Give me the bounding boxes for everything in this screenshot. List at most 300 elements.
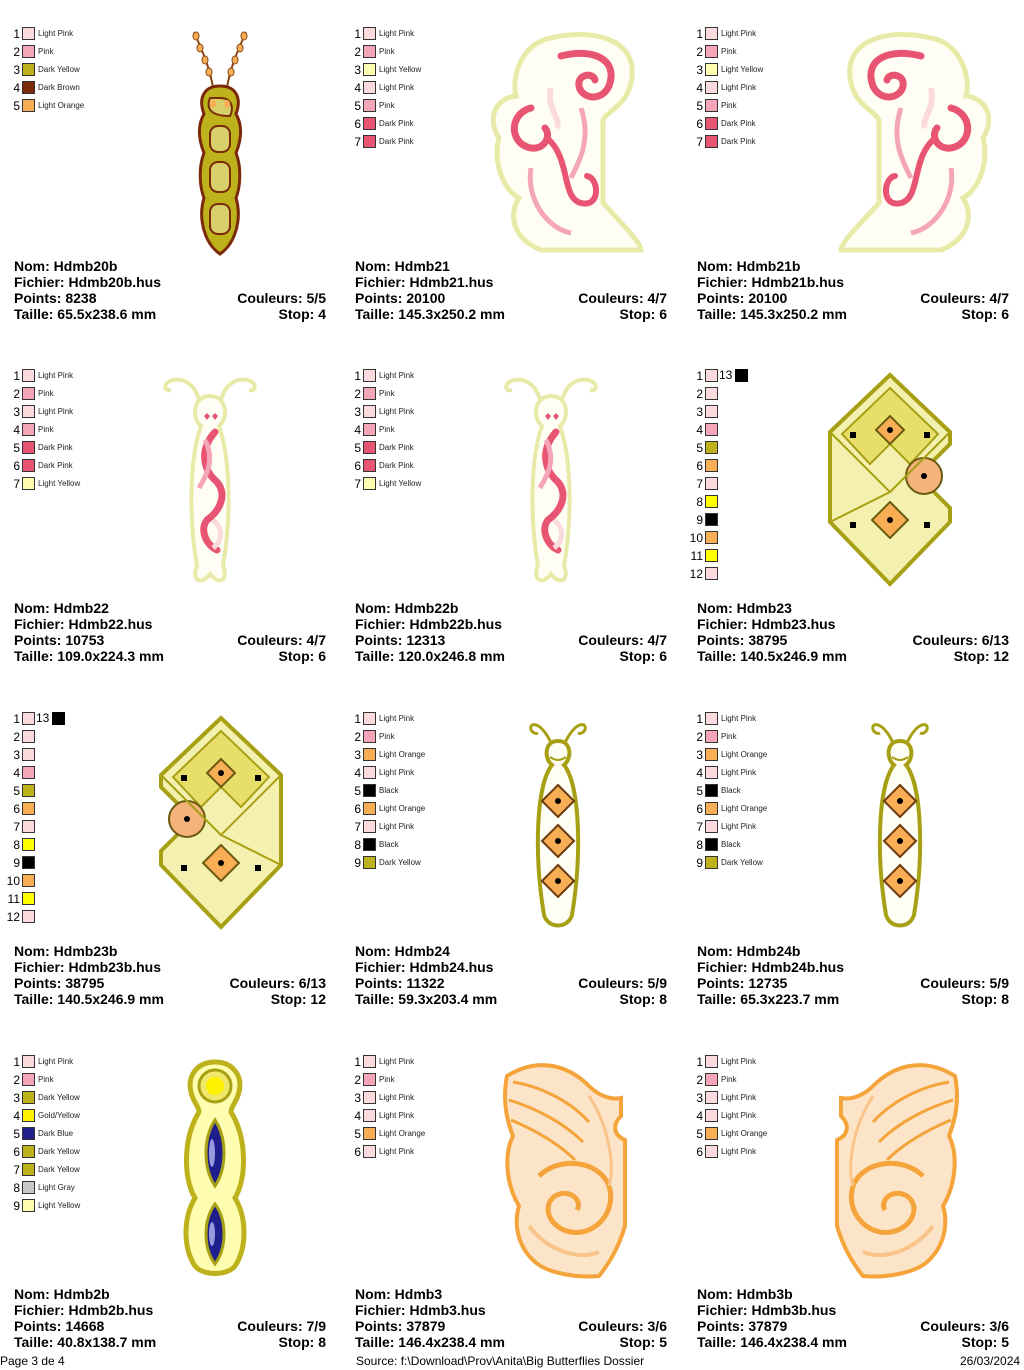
- color-legend-row: [347, 116, 497, 134]
- color-legend-row: [6, 729, 156, 747]
- color-step-number: 4: [696, 1109, 703, 1123]
- design-size: Taille: 145.3x250.2 mm: [697, 306, 847, 322]
- color-swatch: [22, 27, 35, 40]
- color-swatch: [705, 1127, 718, 1140]
- color-step-number: 3: [354, 405, 361, 419]
- color-legend-row: [689, 530, 839, 548]
- color-step-number: 9: [696, 513, 703, 527]
- thread-color-name: Light Yellow: [721, 65, 764, 74]
- color-legend-row: [6, 1198, 156, 1216]
- design-name: Nom: Hdmb3: [355, 1286, 443, 1302]
- color-swatch: [363, 766, 376, 779]
- color-legend-row: [689, 765, 839, 783]
- color-swatch: [363, 369, 376, 382]
- color-legend-row: [6, 837, 156, 855]
- thread-color-name: Pink: [721, 1075, 737, 1084]
- color-step-number: 5: [696, 784, 703, 798]
- color-step-number: 3: [13, 748, 20, 762]
- color-step-number: 4: [354, 766, 361, 780]
- color-legend-row: [689, 783, 839, 801]
- color-swatch: [22, 730, 35, 743]
- thread-color-name: Light Pink: [379, 822, 415, 831]
- color-swatch: [363, 1109, 376, 1122]
- file-name: Fichier: Hdmb22.hus: [14, 616, 153, 632]
- color-step-number: 12: [6, 910, 20, 924]
- thread-color-name: Light Pink: [379, 1093, 415, 1102]
- color-swatch: [22, 1181, 35, 1194]
- color-step-number: 7: [354, 135, 361, 149]
- stop-count: Stop: 6: [619, 306, 667, 322]
- color-swatch: [22, 874, 35, 887]
- color-legend-row: [689, 566, 839, 584]
- color-swatch: [363, 730, 376, 743]
- color-swatch: [705, 802, 718, 815]
- thread-color-name: Dark Yellow: [38, 1093, 80, 1102]
- embroidery-preview: [823, 1056, 963, 1286]
- color-swatch: [22, 748, 35, 761]
- color-legend-row: [6, 1054, 156, 1072]
- color-legend-row: [689, 1054, 839, 1072]
- design-card: [683, 685, 1024, 1027]
- color-swatch: [22, 459, 35, 472]
- thread-color-name: Black: [721, 786, 741, 795]
- thread-color-name: Light Pink: [721, 1057, 757, 1066]
- design-name: Nom: Hdmb22: [14, 600, 109, 616]
- color-step-number: 6: [13, 802, 20, 816]
- design-size: Taille: 120.0x246.8 mm: [355, 648, 505, 664]
- thread-color-name: Pink: [379, 425, 395, 434]
- color-step-number: 5: [696, 441, 703, 455]
- color-legend-row: [689, 1108, 839, 1126]
- stitch-count: Points: 14668: [14, 1318, 105, 1334]
- thread-color-name: Light Pink: [721, 1093, 757, 1102]
- thread-color-name: Dark Pink: [379, 443, 414, 452]
- color-legend-row: [347, 62, 497, 80]
- color-step-number: 1: [354, 712, 361, 726]
- color-legend-row: [689, 44, 839, 62]
- design-size: Taille: 145.3x250.2 mm: [355, 306, 505, 322]
- stop-count: Stop: 12: [270, 991, 326, 1007]
- embroidery-preview: [828, 372, 953, 592]
- thread-color-name: Light Pink: [721, 83, 757, 92]
- color-legend-row: [347, 98, 497, 116]
- color-swatch: [363, 423, 376, 436]
- color-step-number: 1: [13, 712, 20, 726]
- color-swatch: [705, 369, 718, 382]
- thread-color-name: Pink: [379, 101, 395, 110]
- design-size: Taille: 65.3x223.7 mm: [697, 991, 840, 1007]
- color-step-number: 7: [696, 820, 703, 834]
- color-legend-row: [347, 1090, 497, 1108]
- color-legend-row: [6, 783, 156, 801]
- color-step-number: 1: [696, 369, 703, 383]
- color-legend: [689, 1054, 839, 1162]
- color-legend-row: [6, 458, 156, 476]
- color-swatch: [363, 477, 376, 490]
- embroidery-preview: [155, 370, 265, 595]
- color-step-number: 1: [13, 369, 20, 383]
- color-step-number: 3: [354, 748, 361, 762]
- color-swatch: [705, 549, 718, 562]
- color-legend-row: [347, 711, 497, 729]
- color-step-number: 7: [696, 477, 703, 491]
- color-swatch: [22, 1145, 35, 1158]
- thread-color-name: Pink: [38, 425, 54, 434]
- color-legend: [6, 711, 156, 927]
- color-count: Couleurs: 5/5: [237, 290, 326, 306]
- color-legend-row: [6, 747, 156, 765]
- design-info: [14, 1286, 326, 1350]
- color-step-number: 2: [696, 45, 703, 59]
- color-step-number: 4: [13, 81, 20, 95]
- color-swatch: [22, 766, 35, 779]
- design-card: [341, 342, 682, 684]
- color-legend-row: [6, 801, 156, 819]
- design-info: [697, 600, 1009, 664]
- design-card: [341, 0, 682, 342]
- color-step-number: 11: [690, 549, 703, 563]
- color-legend: [6, 368, 156, 494]
- page-number: Page 3 de 4: [0, 1354, 65, 1368]
- design-size: Taille: 59.3x203.4 mm: [355, 991, 498, 1007]
- color-step-number: 8: [13, 1181, 20, 1195]
- color-step-number: 2: [354, 730, 361, 744]
- color-count: Couleurs: 5/9: [578, 975, 667, 991]
- color-legend: [689, 368, 839, 584]
- color-swatch: [22, 838, 35, 851]
- stop-count: Stop: 8: [278, 1334, 326, 1350]
- stitch-count: Points: 20100: [697, 290, 788, 306]
- color-swatch: [705, 838, 718, 851]
- file-name: Fichier: Hdmb23.hus: [697, 616, 836, 632]
- color-step-number: 8: [696, 495, 703, 509]
- color-legend-row: [6, 476, 156, 494]
- color-swatch: [705, 1091, 718, 1104]
- stitch-count: Points: 20100: [355, 290, 446, 306]
- color-swatch: [705, 1055, 718, 1068]
- design-info: [697, 1286, 1009, 1350]
- color-swatch: [705, 856, 718, 869]
- color-legend-row: [347, 368, 497, 386]
- design-info: [14, 943, 326, 1007]
- color-legend-row: [347, 26, 497, 44]
- color-step-number: 9: [354, 856, 361, 870]
- color-step-number: 7: [696, 135, 703, 149]
- stitch-count: Points: 37879: [697, 1318, 788, 1334]
- embroidery-preview: [496, 370, 606, 595]
- stop-count: Stop: 5: [961, 1334, 1009, 1350]
- design-info: [697, 258, 1009, 322]
- color-swatch: [363, 135, 376, 148]
- color-swatch: [705, 495, 718, 508]
- thread-color-name: Light Pink: [38, 371, 74, 380]
- thread-color-name: Pink: [38, 47, 54, 56]
- color-legend: [347, 26, 497, 152]
- color-step-number: 7: [354, 477, 361, 491]
- color-step-number: 10: [689, 531, 703, 545]
- thread-color-name: Black: [721, 840, 741, 849]
- color-step-number: 1: [354, 1055, 361, 1069]
- color-swatch: [22, 1109, 35, 1122]
- color-step-number: 2: [13, 730, 20, 744]
- color-legend-row: [347, 386, 497, 404]
- color-step-number: 4: [696, 766, 703, 780]
- color-swatch: [22, 1055, 35, 1068]
- color-step-number: 3: [354, 63, 361, 77]
- color-legend: [689, 26, 839, 152]
- color-swatch: [22, 81, 35, 94]
- color-legend: [6, 26, 156, 116]
- color-step-number: 3: [13, 1091, 20, 1105]
- color-count: Couleurs: 4/7: [920, 290, 1009, 306]
- color-step-number: 11: [7, 892, 20, 906]
- design-name: Nom: Hdmb24b: [697, 943, 801, 959]
- color-legend-row: [347, 44, 497, 62]
- color-legend-row: [347, 1072, 497, 1090]
- color-step-number: 1: [354, 27, 361, 41]
- design-size: Taille: 146.4x238.4 mm: [697, 1334, 847, 1350]
- color-swatch: [22, 99, 35, 112]
- thread-color-name: Light Pink: [379, 371, 415, 380]
- color-swatch: [363, 387, 376, 400]
- color-legend-row: [347, 458, 497, 476]
- color-swatch: [363, 838, 376, 851]
- color-step-number: 6: [354, 802, 361, 816]
- color-count: Couleurs: 5/9: [920, 975, 1009, 991]
- color-swatch: [705, 477, 718, 490]
- thread-color-name: Light Orange: [379, 804, 426, 813]
- color-legend-row: [347, 134, 497, 152]
- thread-color-name: Pink: [379, 47, 395, 56]
- thread-color-name: Light Pink: [379, 83, 415, 92]
- embroidery-preview: [528, 715, 588, 940]
- file-name: Fichier: Hdmb20b.hus: [14, 274, 162, 290]
- design-card: [0, 1028, 341, 1370]
- color-step-number: 2: [696, 730, 703, 744]
- design-card: [341, 1028, 682, 1370]
- thread-color-name: Light Pink: [38, 1057, 74, 1066]
- color-step-number: 5: [354, 1127, 361, 1141]
- color-step-number: 8: [696, 838, 703, 852]
- color-legend-row: [6, 422, 156, 440]
- color-step-number: 9: [696, 856, 703, 870]
- color-swatch: [735, 369, 748, 382]
- color-swatch: [705, 81, 718, 94]
- color-legend-row: [6, 1144, 156, 1162]
- color-step-number: 4: [13, 423, 20, 437]
- design-size: Taille: 146.4x238.4 mm: [355, 1334, 505, 1350]
- color-legend-row: [689, 98, 839, 116]
- color-swatch: [363, 405, 376, 418]
- color-swatch: [22, 369, 35, 382]
- stop-count: Stop: 6: [619, 648, 667, 664]
- thread-color-name: Dark Pink: [38, 443, 73, 452]
- color-swatch: [363, 820, 376, 833]
- design-card: [0, 685, 341, 1027]
- color-legend-row: [347, 476, 497, 494]
- color-legend-row: [347, 1144, 497, 1162]
- color-legend: [347, 1054, 497, 1162]
- color-swatch: [22, 477, 35, 490]
- thread-color-name: Light Yellow: [379, 479, 422, 488]
- color-swatch: [363, 1145, 376, 1158]
- color-step-number: 2: [13, 387, 20, 401]
- file-name: Fichier: Hdmb21b.hus: [697, 274, 845, 290]
- stitch-count: Points: 8238: [14, 290, 97, 306]
- stitch-count: Points: 37879: [355, 1318, 446, 1334]
- color-swatch: [705, 1145, 718, 1158]
- design-name: Nom: Hdmb22b: [355, 600, 459, 616]
- color-legend-row: [6, 440, 156, 458]
- stitch-count: Points: 12735: [697, 975, 788, 991]
- color-legend-row: [6, 1090, 156, 1108]
- color-swatch: [363, 81, 376, 94]
- design-card: [683, 342, 1024, 684]
- color-step-number: 3: [696, 748, 703, 762]
- color-swatch: [363, 802, 376, 815]
- thread-color-name: Light Pink: [379, 714, 415, 723]
- color-legend-row: [347, 80, 497, 98]
- color-swatch: [363, 441, 376, 454]
- color-swatch: [22, 1091, 35, 1104]
- color-legend-row: [6, 26, 156, 44]
- color-step-number: 5: [13, 784, 20, 798]
- design-name: Nom: Hdmb21: [355, 258, 450, 274]
- embroidery-preview: [183, 1058, 248, 1283]
- color-legend-row: [6, 711, 156, 729]
- color-swatch: [705, 531, 718, 544]
- thread-color-name: Black: [379, 786, 399, 795]
- color-legend-row: [689, 548, 839, 566]
- thread-color-name: Dark Yellow: [721, 858, 763, 867]
- color-swatch: [705, 1109, 718, 1122]
- color-swatch: [52, 712, 65, 725]
- color-legend-row: [689, 458, 839, 476]
- color-legend-row: [689, 512, 839, 530]
- color-legend-row: [689, 422, 839, 440]
- color-legend-row: [689, 1090, 839, 1108]
- color-swatch: [22, 892, 35, 905]
- color-legend: [689, 711, 839, 873]
- design-name: Nom: Hdmb23b: [14, 943, 118, 959]
- design-info: [697, 943, 1009, 1007]
- color-step-number: 1: [13, 27, 20, 41]
- color-step-number: 6: [696, 459, 703, 473]
- color-swatch: [22, 387, 35, 400]
- thread-color-name: Pink: [379, 1075, 395, 1084]
- color-legend-row: [6, 98, 156, 116]
- thread-color-name: Dark Yellow: [38, 1147, 80, 1156]
- color-swatch: [363, 712, 376, 725]
- design-card: [341, 685, 682, 1027]
- thread-color-name: Pink: [379, 389, 395, 398]
- thread-color-name: Light Orange: [379, 1129, 426, 1138]
- color-step-number: 5: [13, 441, 20, 455]
- stop-count: Stop: 6: [961, 306, 1009, 322]
- color-swatch: [705, 135, 718, 148]
- color-legend-row: [347, 801, 497, 819]
- file-name: Fichier: Hdmb24b.hus: [697, 959, 845, 975]
- color-legend-row: [689, 819, 839, 837]
- color-legend-row: [689, 404, 839, 422]
- color-swatch: [705, 27, 718, 40]
- thread-color-name: Light Pink: [721, 768, 757, 777]
- color-swatch: [705, 99, 718, 112]
- stop-count: Stop: 12: [953, 648, 1009, 664]
- file-name: Fichier: Hdmb21.hus: [355, 274, 494, 290]
- thread-color-name: Light Pink: [721, 1111, 757, 1120]
- print-date: 26/03/2024: [960, 1354, 1021, 1368]
- color-step-number: 3: [13, 63, 20, 77]
- color-legend-row: [689, 1144, 839, 1162]
- color-step-number: 6: [13, 1145, 20, 1159]
- thread-color-name: Light Pink: [379, 1111, 415, 1120]
- color-swatch: [363, 459, 376, 472]
- file-name: Fichier: Hdmb24.hus: [355, 959, 494, 975]
- design-size: Taille: 65.5x238.6 mm: [14, 306, 157, 322]
- color-legend-row: [347, 837, 497, 855]
- color-legend-row: [6, 1180, 156, 1198]
- color-legend-row: [6, 765, 156, 783]
- color-step-number: 3: [354, 1091, 361, 1105]
- color-legend-row: [6, 855, 156, 873]
- embroidery-preview: [491, 28, 651, 258]
- color-legend-row: [689, 801, 839, 819]
- thread-color-name: Dark Pink: [379, 137, 414, 146]
- stop-count: Stop: 8: [961, 991, 1009, 1007]
- thread-color-name: Light Yellow: [38, 479, 81, 488]
- color-swatch: [363, 1091, 376, 1104]
- color-legend-row: [689, 494, 839, 512]
- thread-color-name: Light Orange: [38, 101, 85, 110]
- color-swatch: [705, 748, 718, 761]
- thread-color-name: Pink: [38, 1075, 54, 1084]
- color-swatch: [705, 820, 718, 833]
- color-legend-row: [347, 1126, 497, 1144]
- file-name: Fichier: Hdmb3b.hus: [697, 1302, 837, 1318]
- color-step-number: 4: [696, 423, 703, 437]
- thread-color-name: Dark Blue: [38, 1129, 74, 1138]
- color-swatch: [705, 387, 718, 400]
- color-swatch: [705, 1073, 718, 1086]
- color-step-number: 6: [13, 459, 20, 473]
- color-legend-row: [689, 134, 839, 152]
- color-swatch: [22, 784, 35, 797]
- color-legend-row: [347, 729, 497, 747]
- design-name: Nom: Hdmb2b: [14, 1286, 110, 1302]
- color-step-number: 2: [696, 1073, 703, 1087]
- color-step-number: 3: [696, 63, 703, 77]
- thread-color-name: Pink: [721, 47, 737, 56]
- thread-color-name: Dark Pink: [379, 461, 414, 470]
- color-swatch: [705, 784, 718, 797]
- color-swatch: [705, 766, 718, 779]
- color-swatch: [22, 856, 35, 869]
- color-swatch: [705, 441, 718, 454]
- design-card: [0, 0, 341, 342]
- color-count: Couleurs: 4/7: [578, 632, 667, 648]
- design-name: Nom: Hdmb3b: [697, 1286, 793, 1302]
- color-legend-row: [6, 1072, 156, 1090]
- color-swatch: [705, 730, 718, 743]
- thread-color-name: Light Pink: [721, 714, 757, 723]
- thread-color-name: Light Pink: [379, 29, 415, 38]
- thread-color-name: Dark Pink: [721, 119, 756, 128]
- color-step-number: 6: [354, 459, 361, 473]
- color-swatch: [705, 117, 718, 130]
- stop-count: Stop: 4: [278, 306, 326, 322]
- color-step-number: 4: [13, 766, 20, 780]
